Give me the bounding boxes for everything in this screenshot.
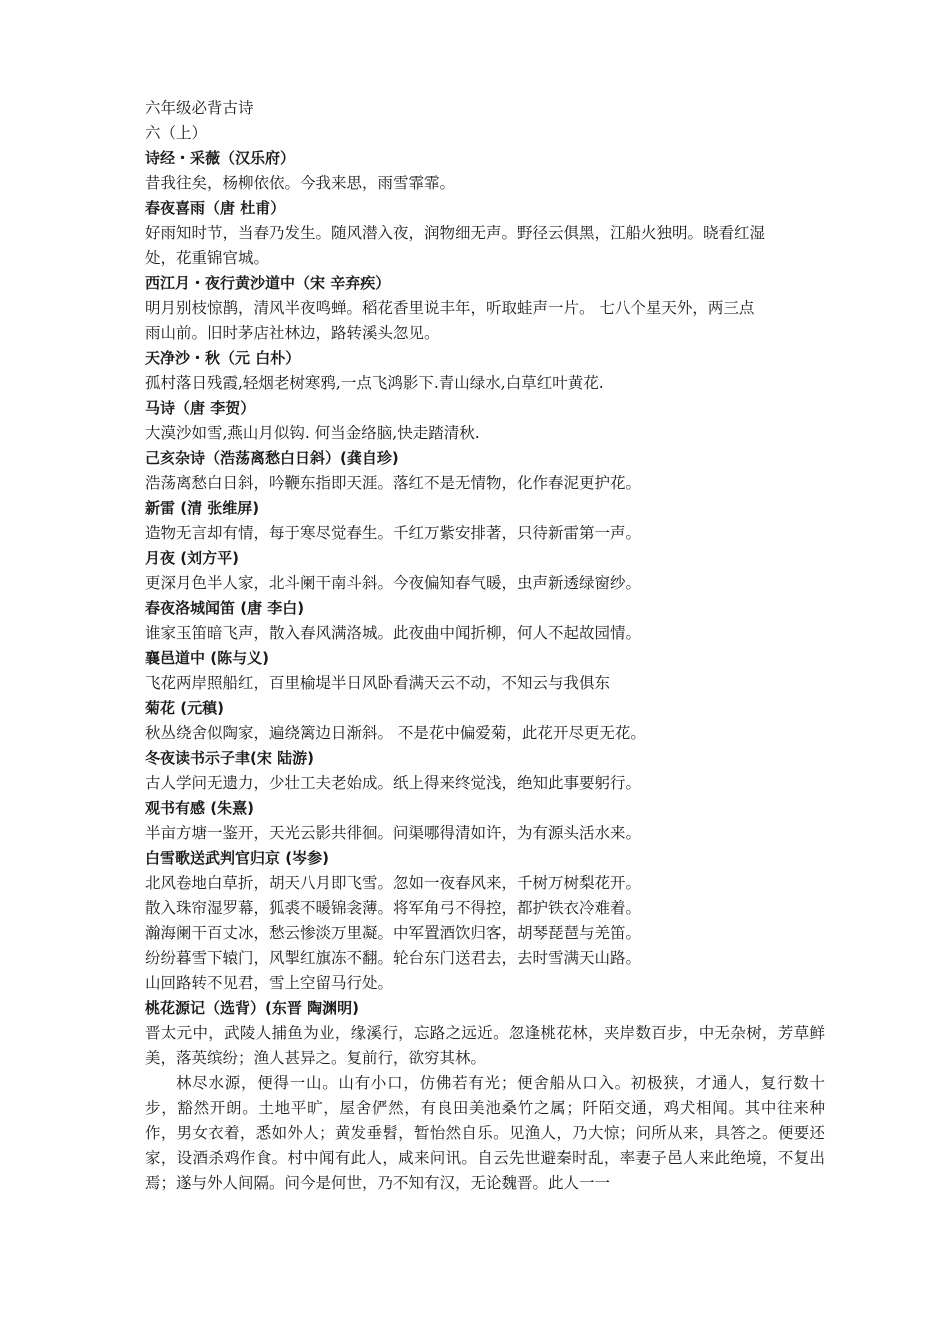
poem-juhua bbox=[145, 696, 825, 746]
poem-line: 半亩方塘一鉴开，天光云影共徘徊。问渠哪得清如许，为有源头活水来。 bbox=[145, 824, 642, 842]
poem-mashi bbox=[145, 396, 825, 446]
document-page bbox=[145, 96, 825, 1196]
prose-taohuayuanji bbox=[145, 996, 825, 1196]
poem-line: 更深月色半人家，北斗阑干南斗斜。今夜偏知春气暖，虫声新透绿窗纱。 bbox=[145, 574, 642, 592]
poem-line: 古人学问无遗力，少壮工夫老始成。纸上得来终觉浅，绝知此事要躬行。 bbox=[145, 774, 642, 792]
poem-line: 造物无言却有情，每于寒尽觉春生。千红万紫安排著，只待新雷第一声。 bbox=[145, 524, 642, 542]
poem-line: 雨山前。旧时茅店社林边，路转溪头忽见。 bbox=[145, 324, 440, 342]
poem-title: 春夜洛城闻笛 (唐 李白) bbox=[145, 599, 305, 617]
poem-line: 明月别枝惊鹊，清风半夜鸣蝉。稻花香里说丰年，听取蛙声一片。 七八个星天外，两三点 bbox=[145, 299, 755, 317]
document-heading: 六年级必背古诗 bbox=[145, 99, 254, 117]
poem-line: 山回路转不见君，雪上空留马行处。 bbox=[145, 974, 394, 992]
poem-line: 孤村落日残霞,轻烟老树寒鸦,一点飞鸿影下.青山绿水,白草红叶黄花. bbox=[145, 374, 604, 392]
poem-line: 瀚海阑干百丈冰，愁云惨淡万里凝。中军置酒饮归客，胡琴琵琶与羌笛。 bbox=[145, 924, 642, 942]
poem-title: 襄邑道中 (陈与义) bbox=[145, 649, 269, 667]
poem-dongye-dushu bbox=[145, 746, 825, 796]
poem-chunye-xiyu bbox=[145, 196, 825, 271]
poem-xiangyi-daozhong bbox=[145, 646, 825, 696]
poem-line: 处，花重锦官城。 bbox=[145, 249, 270, 267]
poem-baixuege bbox=[145, 846, 825, 996]
poem-title: 诗经・采薇（汉乐府） bbox=[145, 149, 296, 167]
poem-line: 秋丛绕舍似陶家，遍绕篱边日渐斜。 不是花中偏爱菊，此花开尽更无花。 bbox=[145, 724, 646, 742]
poem-line: 谁家玉笛暗飞声，散入春风满洛城。此夜曲中闻折柳，何人不起故园情。 bbox=[145, 624, 642, 642]
poem-line: 纷纷暮雪下辕门，风掣红旗冻不翻。轮台东门送君去，去时雪满天山路。 bbox=[145, 949, 642, 967]
poem-tianjingsha bbox=[145, 346, 825, 396]
poem-title: 天净沙・秋（元 白朴） bbox=[145, 349, 301, 367]
poem-xinlei bbox=[145, 496, 825, 546]
poem-title: 西江月・夜行黄沙道中（宋 辛弃疾） bbox=[145, 274, 391, 292]
poem-title: 白雪歌送武判官归京 (岑参) bbox=[145, 849, 329, 867]
poem-title: 春夜喜雨（唐 杜甫） bbox=[145, 199, 286, 217]
poem-title: 冬夜读书示子聿(宋 陆游) bbox=[145, 749, 314, 767]
poem-line: 浩荡离愁白日斜，吟鞭东指即天涯。落红不是无情物，化作春泥更护花。 bbox=[145, 474, 642, 492]
poem-line: 好雨知时节，当春乃发生。随风潜入夜，润物细无声。野径云俱黑，江船火独明。晓看红湿 bbox=[145, 224, 766, 242]
poem-line: 散入珠帘湿罗幕，狐裘不暖锦衾薄。将军角弓不得控，都护铁衣冷难着。 bbox=[145, 899, 642, 917]
poem-title: 观书有感 (朱熹) bbox=[145, 799, 254, 817]
poem-jihai-zashi bbox=[145, 446, 825, 496]
poem-title: 马诗（唐 李贺） bbox=[145, 399, 256, 417]
poem-title: 新雷 (清 张维屏) bbox=[145, 499, 260, 517]
poem-title: 菊花 (元稹) bbox=[145, 699, 224, 717]
poem-line: 北风卷地白草折，胡天八月即飞雪。忽如一夜春风来，千树万树梨花开。 bbox=[145, 874, 642, 892]
prose-paragraph: 晋太元中，武陵人捕鱼为业，缘溪行，忘路之远近。忽逢桃花林，夹岸数百步，中无杂树，芳草鲜美，落英缤纷；渔人甚异之。复前行，欲穷其林。 bbox=[145, 1024, 825, 1067]
poem-line: 飞花两岸照船红，百里榆堤半日风卧看满天云不动，不知云与我俱东 bbox=[145, 674, 611, 692]
poem-yueye bbox=[145, 546, 825, 596]
poem-xijiangyue bbox=[145, 271, 825, 346]
poem-luocheng-wendi bbox=[145, 596, 825, 646]
poem-line: 大漠沙如雪,燕山月似钩. 何当金络脑,快走踏清秋. bbox=[145, 424, 480, 442]
poem-title: 月夜 (刘方平) bbox=[145, 549, 239, 567]
poem-line: 昔我往矣，杨柳依依。今我来思，雨雪霏霏。 bbox=[145, 174, 456, 192]
poem-title: 己亥杂诗（浩荡离愁白日斜）(龚自珍) bbox=[145, 449, 399, 467]
section-label: 六（上） bbox=[145, 124, 208, 142]
prose-title: 桃花源记（选背）(东晋 陶渊明) bbox=[145, 999, 359, 1017]
poem-caiwei bbox=[145, 146, 825, 196]
poem-guanshu-yougan bbox=[145, 796, 825, 846]
prose-paragraph: 林尽水源，便得一山。山有小口，仿佛若有光；便舍船从口入。初极狭，才通人，复行数十步，豁然开朗。土地平旷，屋舍俨然，有良田美池桑竹之属；阡陌交通，鸡犬相闻。其中往来种作，男女衣着，悉如外人；黄发垂髫，暂怡然自乐。见渔人，乃大惊；问所从来，具答之。便要还家，设酒杀鸡作食。村中闻有此人，咸来问讯。自云先世避秦时乱，率妻子邑人来此绝境，不复出焉；遂与外人间隔。问今是何世，乃不知有汉，无论魏晋。此人一一 bbox=[145, 1074, 825, 1192]
